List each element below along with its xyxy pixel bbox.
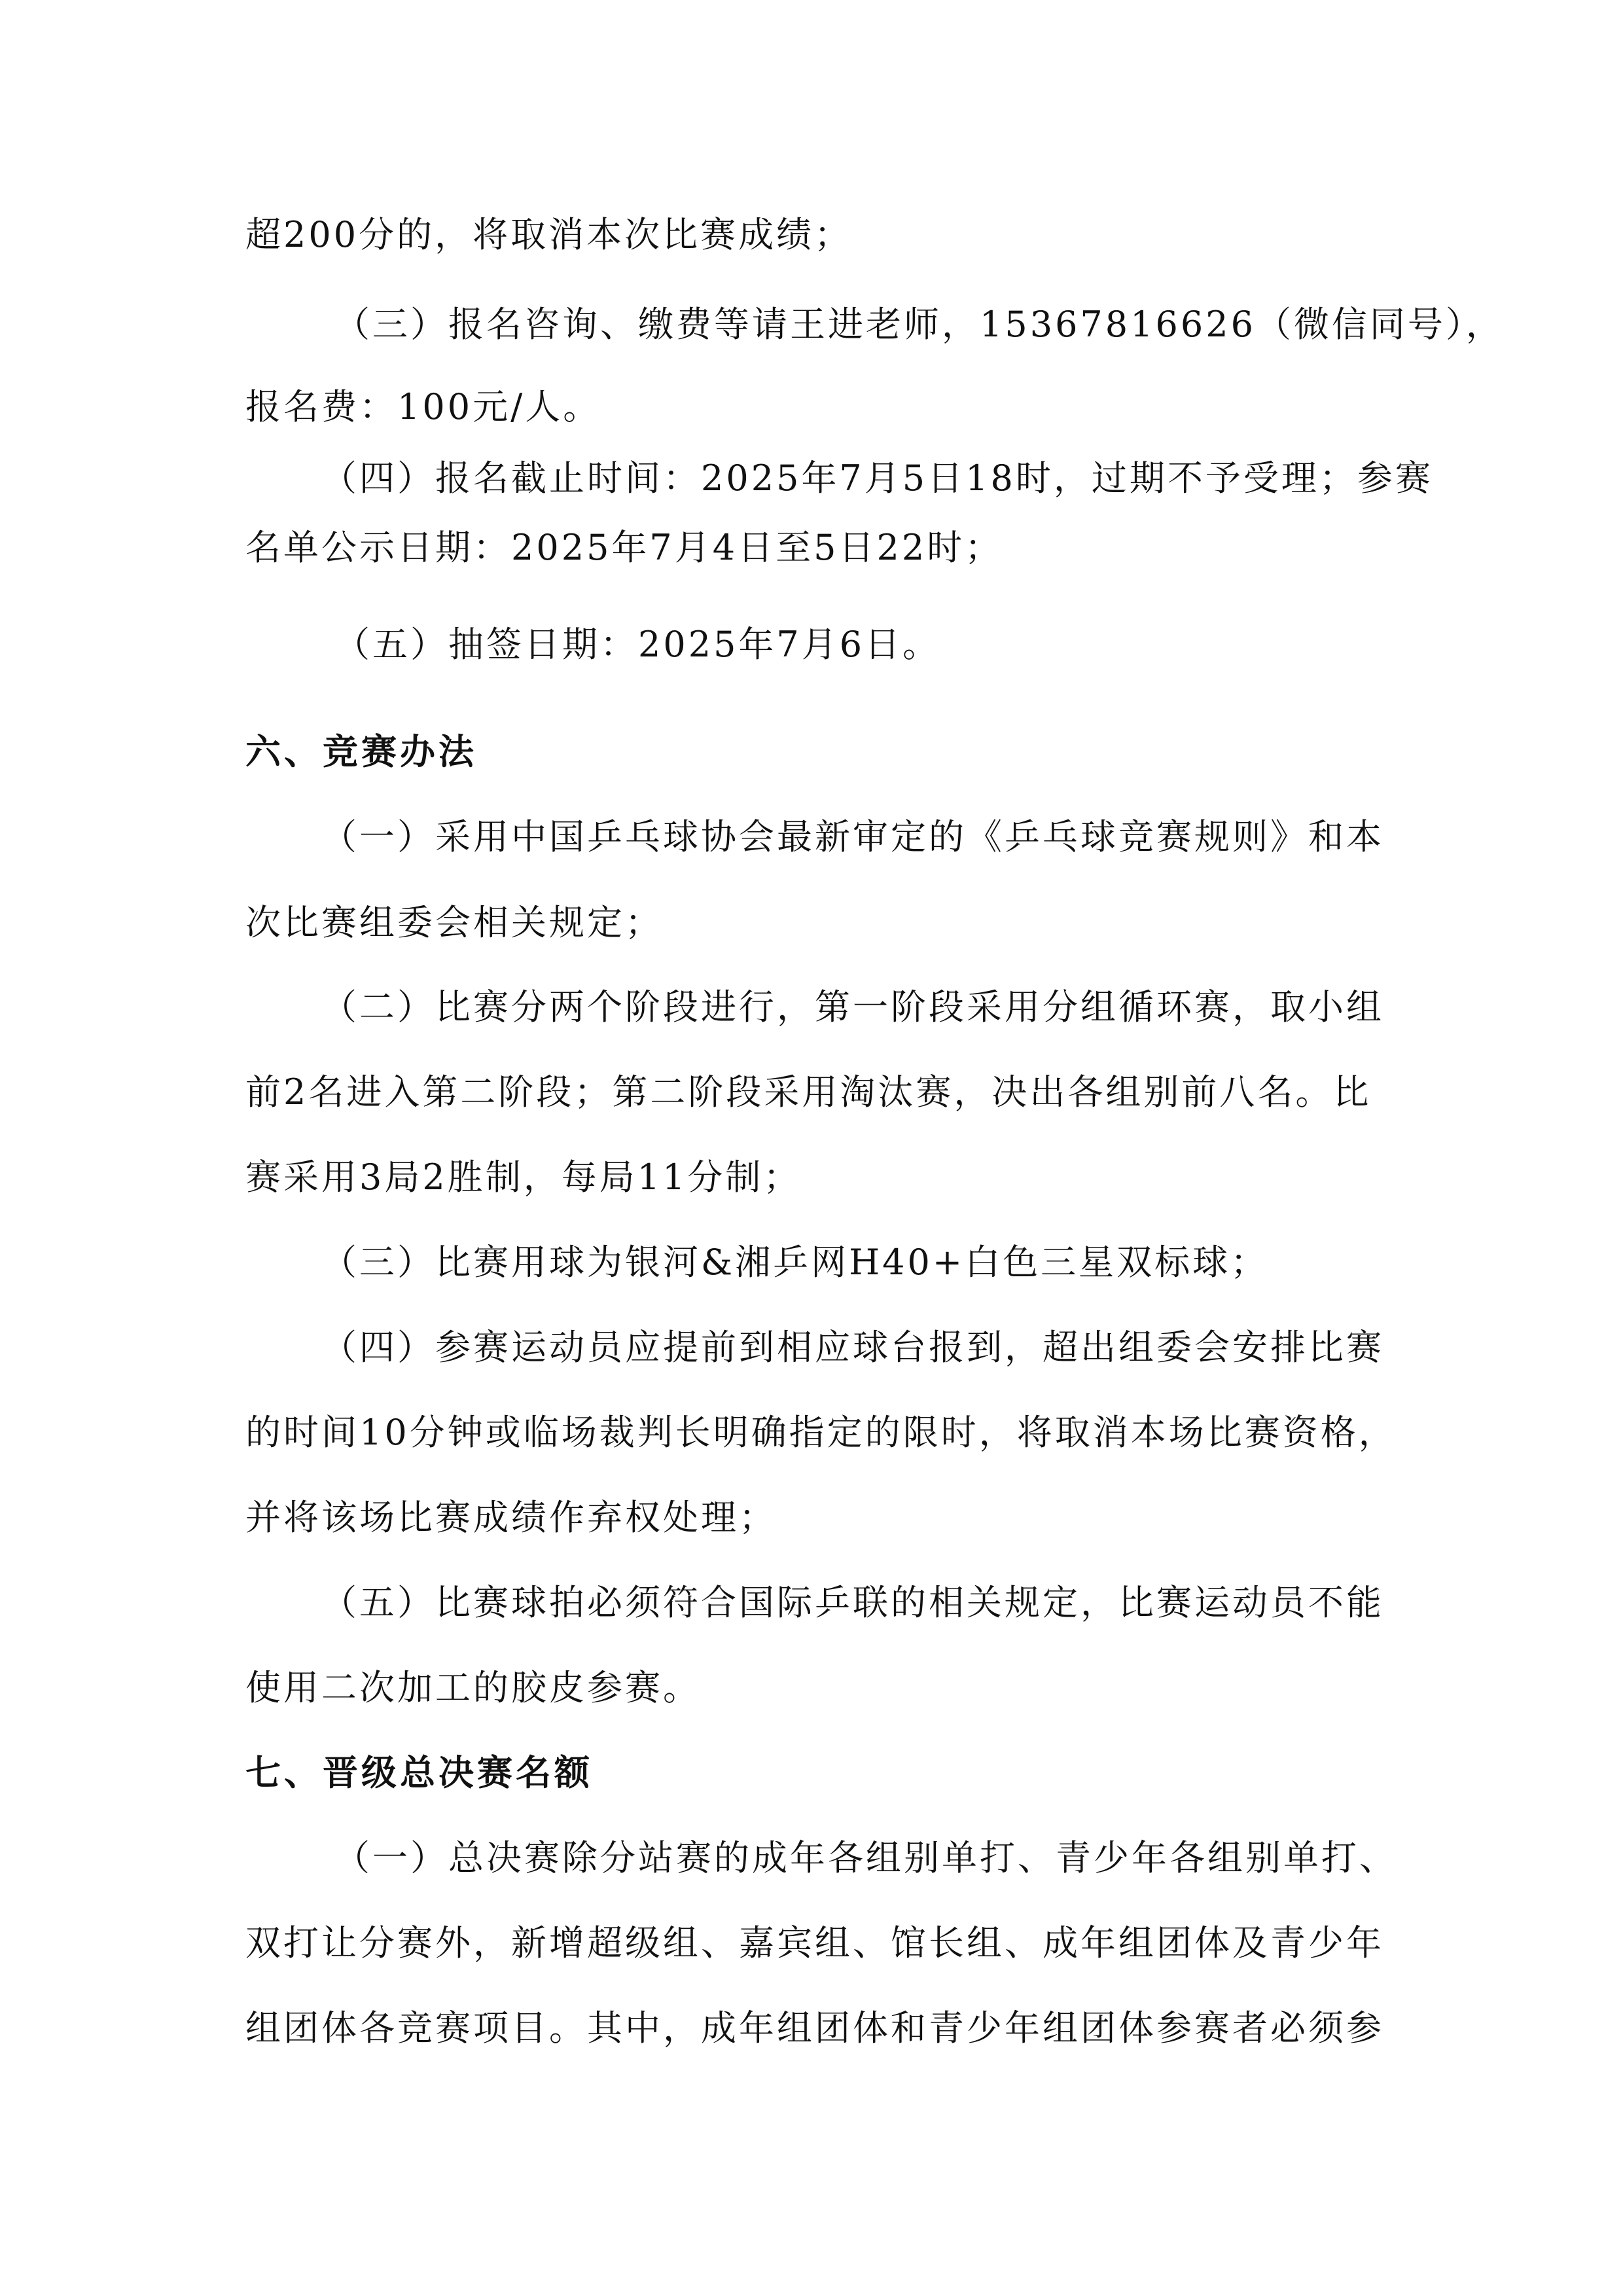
section-heading: 六、竞赛办法 xyxy=(245,731,477,772)
paragraph-line: （一）采用中国乒乓球协会最新审定的《乒乓球竞赛规则》和本 xyxy=(321,816,1384,857)
paragraph-line: 超200分的，将取消本次比赛成绩； xyxy=(245,214,853,255)
paragraph-line: 名单公示日期：2025年7月4日至5日22时； xyxy=(245,527,1003,568)
paragraph-line: 前2名进入第二阶段；第二阶段采用淘汰赛，决出各组别前八名。比 xyxy=(245,1071,1372,1113)
paragraph-line: 报名费：100元/人。 xyxy=(245,386,601,427)
paragraph-line: （四）参赛运动员应提前到相应球台报到，超出组委会安排比赛 xyxy=(321,1327,1384,1368)
paragraph-line: （三）报名咨询、缴费等请王进老师，15367816626（微信同号）， xyxy=(334,304,1504,345)
section-heading: 七、晋级总决赛名额 xyxy=(245,1752,593,1793)
paragraph-line: 双打让分赛外，新增超级组、嘉宾组、馆长组、成年组团体及青少年 xyxy=(245,1922,1384,1964)
paragraph-line: 次比赛组委会相关规定； xyxy=(245,902,663,943)
paragraph-line: 使用二次加工的胶皮参赛。 xyxy=(245,1667,701,1708)
paragraph-line: （二）比赛分两个阶段进行，第一阶段采用分组循环赛，取小组 xyxy=(321,986,1384,1028)
paragraph-line: 组团体各竞赛项目。其中，成年组团体和青少年组团体参赛者必须参 xyxy=(245,2007,1384,2049)
paragraph-line: 的时间10分钟或临场裁判长明确指定的限时，将取消本场比赛资格， xyxy=(245,1412,1397,1453)
paragraph-line: （五）比赛球拍必须符合国际乒联的相关规定，比赛运动员不能 xyxy=(321,1582,1384,1623)
paragraph-line: 并将该场比赛成绩作弃权处理； xyxy=(245,1497,777,1538)
paragraph-line: （五）抽签日期：2025年7月6日。 xyxy=(334,624,941,665)
paragraph-line: （四）报名截止时间：2025年7月5日18时，过期不予受理；参赛 xyxy=(321,457,1433,499)
paragraph-line: （一）总决赛除分站赛的成年各组别单打、青少年各组别单打、 xyxy=(334,1837,1397,1878)
paragraph-line: 赛采用3局2胜制，每局11分制； xyxy=(245,1157,802,1198)
paragraph-line: （三）比赛用球为银河&湘乒网H40+白色三星双标球； xyxy=(321,1242,1269,1283)
